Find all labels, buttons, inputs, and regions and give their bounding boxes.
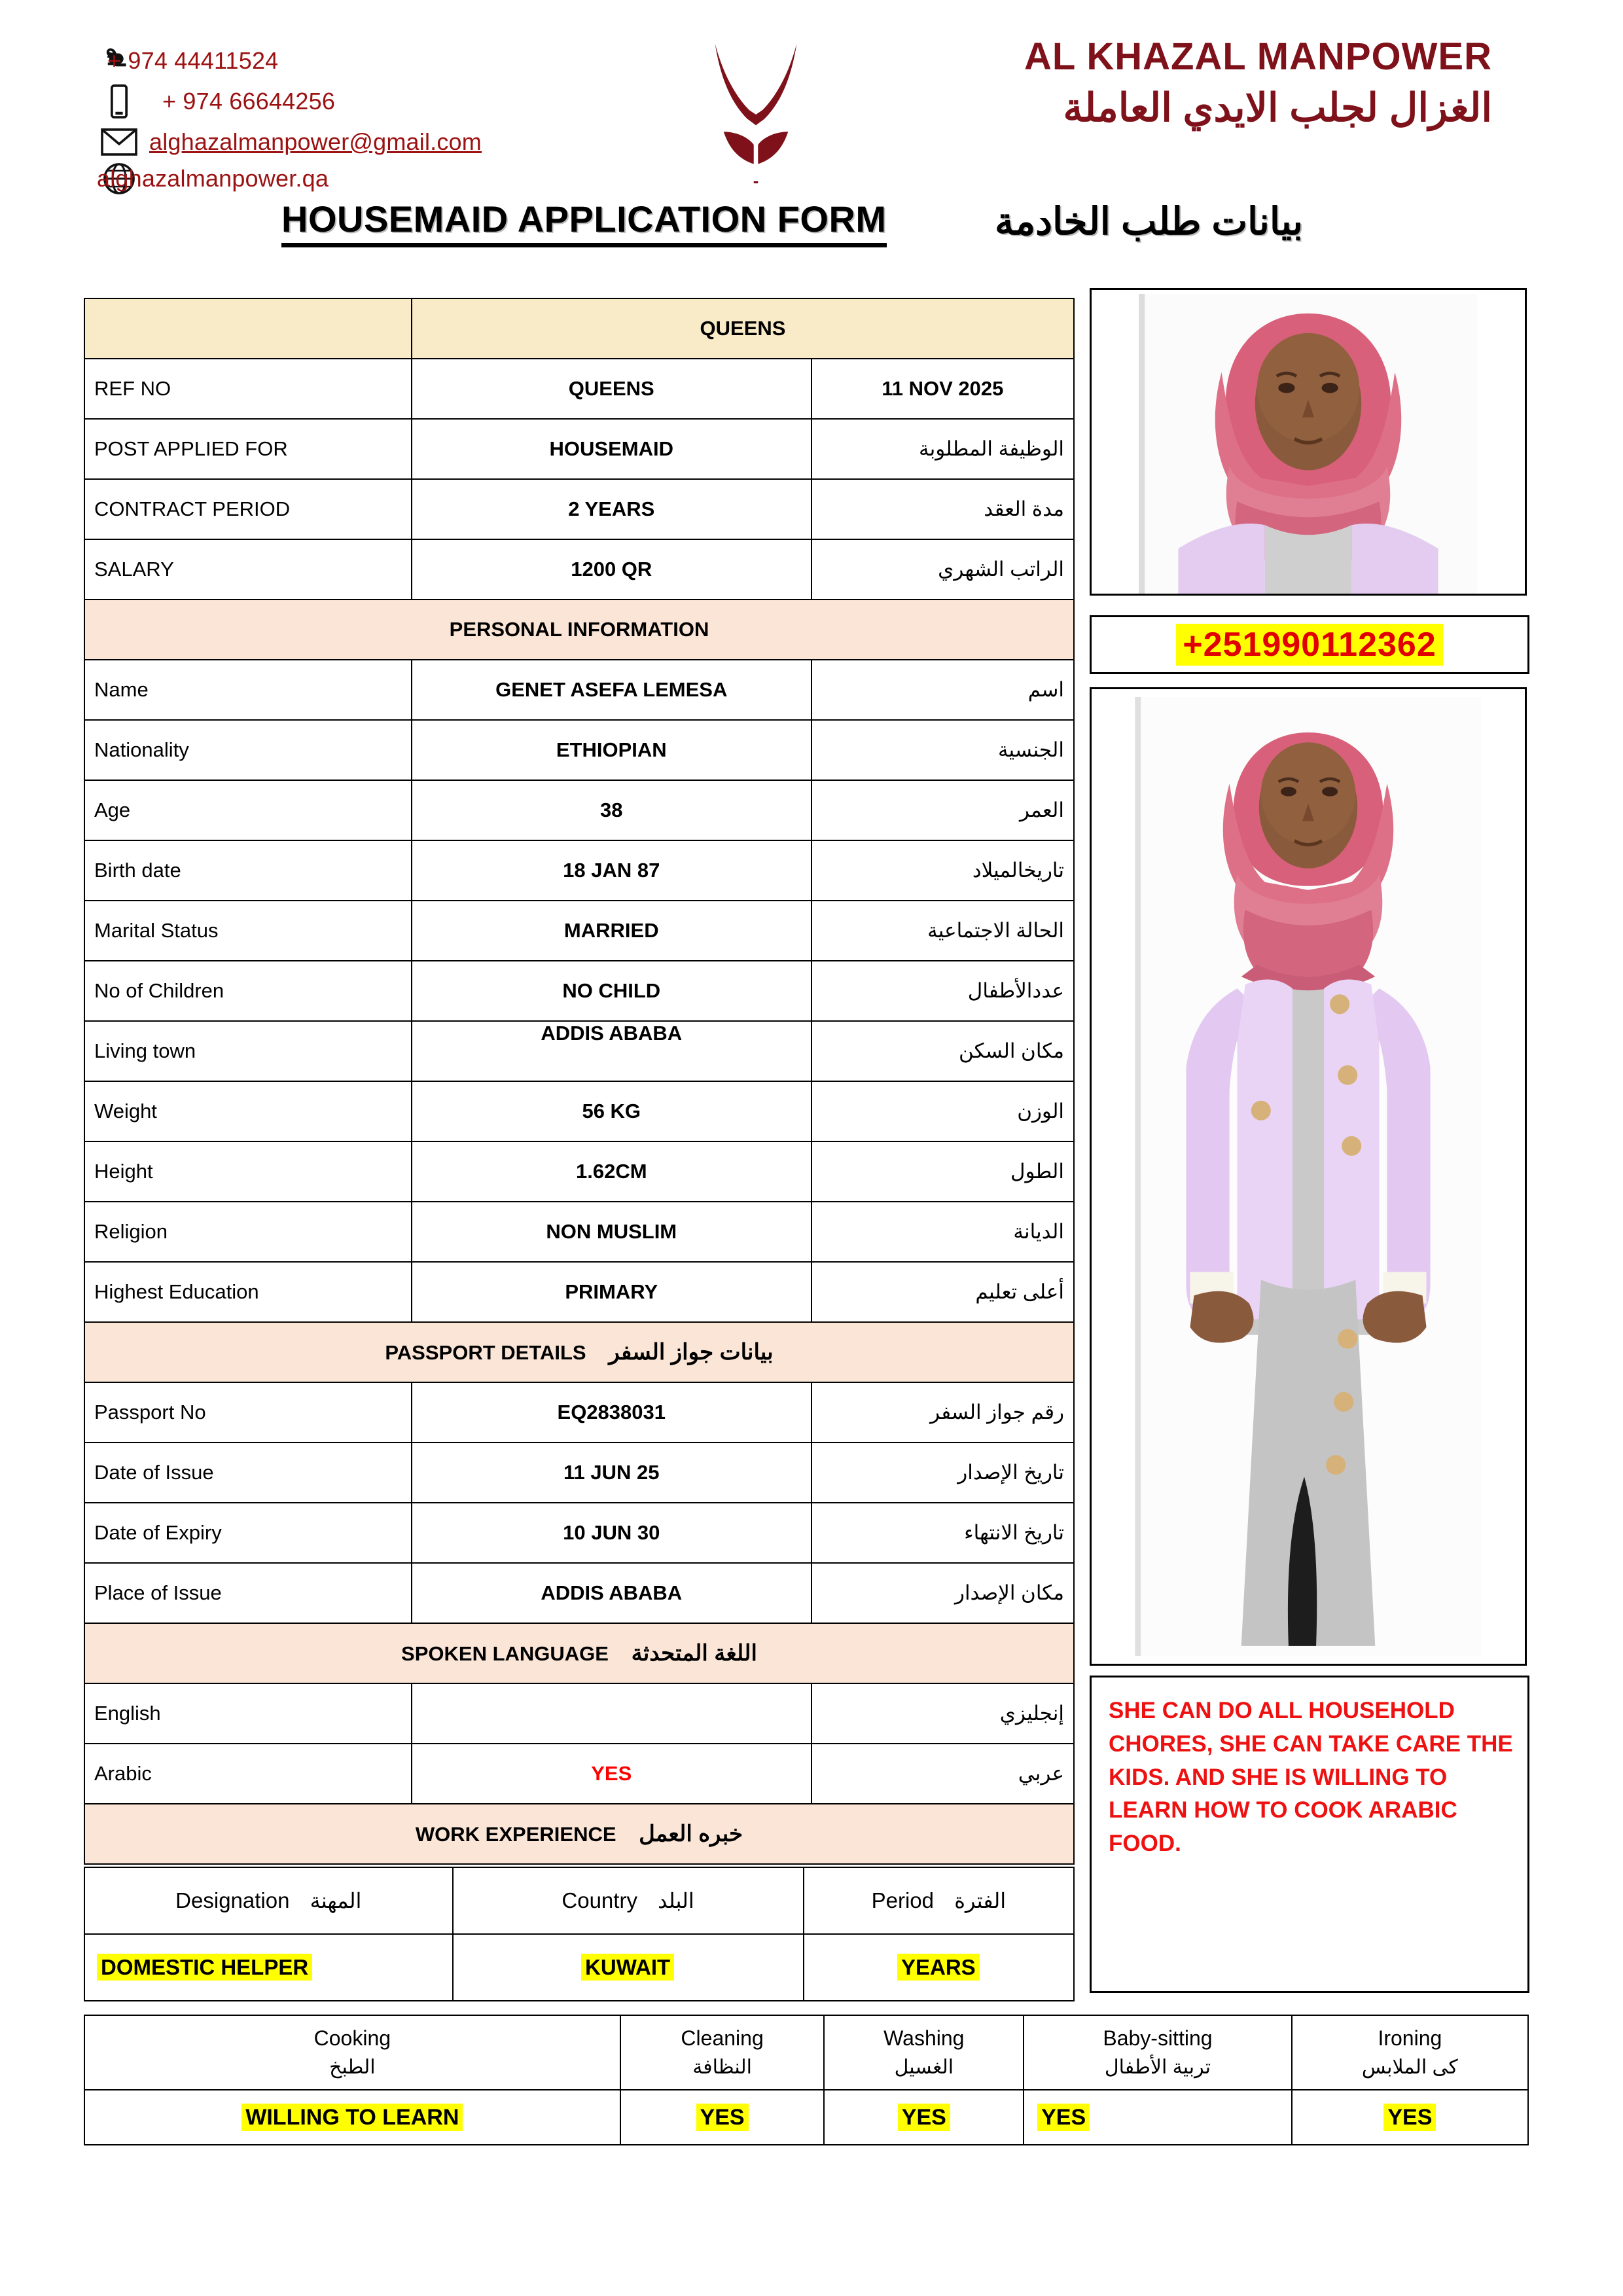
contact-mobile-text: + 974 66644256 [162, 88, 336, 115]
row-label-post-applied: POST APPLIED FOR [84, 419, 412, 479]
row-label-highest-education: Highest Education [84, 1262, 412, 1322]
skill-value-cleaning-cell [620, 2090, 825, 2145]
skill-value-washing-cell [824, 2090, 1024, 2145]
table-row [84, 479, 1074, 539]
skills-table [84, 2015, 1529, 2145]
brand-name-ar: الغزال لجلب الايدي العاملة [1063, 86, 1492, 130]
table-row [84, 1683, 1074, 1744]
skill-value-cooking: WILLING TO LEARN [241, 2104, 463, 2131]
skill-head-cooking-en: Cooking [313, 2026, 391, 2051]
section-header-passport [84, 1322, 1074, 1382]
contact-phone [98, 41, 635, 81]
applicant-passport-photo [1090, 288, 1527, 596]
skill-value-cooking-cell [84, 2090, 620, 2145]
contact-email [98, 122, 635, 162]
table-row [84, 720, 1074, 780]
remarks-box [1090, 1676, 1529, 1993]
row-label-arabic: Arabic [84, 1744, 412, 1804]
application-main-table [84, 298, 1075, 1865]
row-ar-living-town: مكان السكن [812, 1021, 1074, 1081]
skills-header-row [84, 2015, 1528, 2090]
row-ar-marital-status: الحالة الاجتماعية [812, 901, 1074, 961]
row-ar-english: إنجليزي [812, 1683, 1074, 1744]
work-value-country: KUWAIT [581, 1954, 674, 1981]
row-label-age: Age [84, 780, 412, 840]
skills-value-row [84, 2090, 1528, 2145]
table-row [84, 1744, 1074, 1804]
contact-website [98, 158, 635, 199]
section-title-work [84, 1804, 1074, 1864]
section-title-language-ar: اللغة المتحدثة [631, 1641, 757, 1666]
table-row [84, 1021, 1074, 1081]
applicant-phone-box [1090, 615, 1529, 674]
skill-value-baby-sitting: YES [1037, 2104, 1090, 2131]
applicant-full-body-photo [1090, 687, 1527, 1666]
row-ar-nationality: الجنسية [812, 720, 1074, 780]
row-value-name: GENET ASEFA LEMESA [412, 660, 812, 720]
table-row [84, 780, 1074, 840]
row-label-english: English [84, 1683, 412, 1744]
work-value-period: YEARS [897, 1954, 980, 1981]
section-title-language-en: SPOKEN LANGUAGE [401, 1642, 609, 1665]
skill-head-baby-sitting-en: Baby-sitting [1103, 2026, 1213, 2051]
section-title-passport [84, 1322, 1074, 1382]
skill-head-ironing [1292, 2015, 1528, 2090]
skill-head-cooking [84, 2015, 620, 2090]
page-header [0, 0, 1623, 196]
row-ar-place-of-issue: مكان الإصدار [812, 1563, 1074, 1623]
row-value-nationality: ETHIOPIAN [412, 720, 812, 780]
table-row [84, 660, 1074, 720]
row-ar-age: العمر [812, 780, 1074, 840]
row-label-no-of-children: No of Children [84, 961, 412, 1021]
row-value-age: 38 [412, 780, 812, 840]
brand-name-en: AL KHAZAL MANPOWER [1024, 35, 1492, 78]
row-label-living-town: Living town [84, 1021, 412, 1081]
work-col-designation-en: Designation [175, 1888, 290, 1912]
contact-website-text: alghazalmanpower.qa [97, 165, 329, 192]
row-value-post-applied: HOUSEMAID [412, 419, 812, 479]
mobile-icon [98, 84, 140, 118]
row-label-name: Name [84, 660, 412, 720]
page-title-ar: بيانات طلب الخادمة [995, 200, 1304, 243]
skill-value-washing: YES [898, 2104, 950, 2131]
row-ar-religion: الديانة [812, 1202, 1074, 1262]
work-value-designation-cell [84, 1934, 453, 2001]
work-experience-table [84, 1867, 1075, 2001]
row-label-date-of-expiry: Date of Expiry [84, 1503, 412, 1563]
work-col-designation [84, 1867, 453, 1934]
skill-head-ironing-en: Ironing [1378, 2026, 1442, 2051]
row-label-date-of-issue: Date of Issue [84, 1443, 412, 1503]
row-value-passport-no: EQ2838031 [412, 1382, 812, 1443]
contact-phone-text: + 974 44411524 [107, 47, 279, 74]
work-col-country-ar: البلد [658, 1889, 694, 1912]
row-ar-highest-education: أعلى تعليم [812, 1262, 1074, 1322]
row-value-place-of-issue: ADDIS ABABA [412, 1563, 812, 1623]
row-label-contract-period: CONTRACT PERIOD [84, 479, 412, 539]
row-ar-no-of-children: عددالأطفال [812, 961, 1074, 1021]
row-value-date-of-issue: 11 JUN 25 [412, 1443, 812, 1503]
brand-block [969, 35, 1492, 134]
contact-email-link[interactable]: alghazalmanpower@gmail.com [149, 128, 482, 155]
row-value-weight: 56 KG [412, 1081, 812, 1141]
row-date: 11 NOV 2025 [812, 359, 1074, 419]
contact-block [98, 41, 635, 199]
row-ar-date-of-expiry: تاريخ الانتهاء [812, 1503, 1074, 1563]
work-value-period-cell [804, 1934, 1074, 2001]
agency-header-value: QUEENS [412, 298, 1074, 359]
section-header-language [84, 1623, 1074, 1683]
row-ar-date-of-issue: تاريخ الإصدار [812, 1443, 1074, 1503]
row-ar-name: اسم [812, 660, 1074, 720]
page-title: HOUSEMAID APPLICATION FORM [281, 198, 887, 247]
skill-head-washing-en: Washing [883, 2026, 965, 2051]
row-label-weight: Weight [84, 1081, 412, 1141]
skill-value-ironing-cell [1292, 2090, 1528, 2145]
row-ar-post-applied: الوظيفة المطلوبة [812, 419, 1074, 479]
skill-head-baby-sitting [1024, 2015, 1292, 2090]
skill-value-cleaning: YES [696, 2104, 749, 2131]
row-label-height: Height [84, 1141, 412, 1202]
row-value-height: 1.62CM [412, 1141, 812, 1202]
table-row [84, 961, 1074, 1021]
table-row [84, 359, 1074, 419]
row-label-place-of-issue: Place of Issue [84, 1563, 412, 1623]
skill-value-ironing: YES [1383, 2104, 1436, 2131]
section-title-passport-en: PASSPORT DETAILS [385, 1341, 586, 1364]
contact-mobile [98, 81, 635, 122]
table-row [84, 1563, 1074, 1623]
skill-head-cleaning-en: Cleaning [681, 2026, 764, 2051]
row-value-highest-education: PRIMARY [412, 1262, 812, 1322]
table-row [84, 1382, 1074, 1443]
work-value-designation: DOMESTIC HELPER [97, 1954, 312, 1981]
row-value-english [412, 1683, 812, 1744]
row-value-birth-date: 18 JAN 87 [412, 840, 812, 901]
skill-head-washing [824, 2015, 1024, 2090]
skill-head-ironing-ar: كى الملابس [1361, 2056, 1458, 2079]
row-value-living-town: ADDIS ABABA [412, 1021, 812, 1081]
skill-head-baby-sitting-ar: تربية الأطفال [1104, 2056, 1211, 2079]
skill-head-washing-ar: الغسيل [894, 2056, 954, 2079]
work-col-designation-ar: المهنة [310, 1889, 362, 1912]
row-value-contract-period: 2 YEARS [412, 479, 812, 539]
section-title-personal: PERSONAL INFORMATION [84, 600, 1074, 660]
work-experience-value-row [84, 1934, 1074, 2001]
row-value-arabic: YES [412, 1744, 812, 1804]
skill-value-baby-sitting-cell [1024, 2090, 1292, 2145]
work-col-country-en: Country [562, 1888, 637, 1912]
table-row-agency-header [84, 298, 1074, 359]
row-label-salary: SALARY [84, 539, 412, 600]
row-label-passport-no: Passport No [84, 1382, 412, 1443]
applicant-phone-number: +251990112362 [1176, 624, 1443, 666]
work-col-country [453, 1867, 804, 1934]
work-col-period-ar: الفترة [954, 1889, 1007, 1912]
table-row [84, 539, 1074, 600]
skill-head-cleaning-ar: النظافة [692, 2056, 752, 2079]
section-title-work-ar: خبره العمل [639, 1821, 743, 1846]
row-label-marital-status: Marital Status [84, 901, 412, 961]
work-experience-header-row [84, 1867, 1074, 1934]
row-ar-birth-date: تاريخالميلاد [812, 840, 1074, 901]
section-title-work-en: WORK EXPERIENCE [415, 1823, 616, 1846]
row-ar-height: الطول [812, 1141, 1074, 1202]
row-value-religion: NON MUSLIM [412, 1202, 812, 1262]
skill-head-cooking-ar: الطبخ [329, 2056, 376, 2079]
table-row [84, 1443, 1074, 1503]
row-ar-arabic: عربي [812, 1744, 1074, 1804]
row-label-religion: Religion [84, 1202, 412, 1262]
row-label-ref-no: REF NO [84, 359, 412, 419]
row-value-ref-no: QUEENS [412, 359, 812, 419]
section-title-passport-ar: بيانات جواز السفر [609, 1340, 774, 1365]
work-col-period-en: Period [871, 1888, 935, 1912]
table-row [84, 419, 1074, 479]
gazelle-horns-logo [700, 39, 812, 190]
section-header-work [84, 1804, 1074, 1864]
table-row [84, 1262, 1074, 1322]
section-title-language [84, 1623, 1074, 1683]
table-row [84, 901, 1074, 961]
table-row [84, 1081, 1074, 1141]
section-header-personal [84, 600, 1074, 660]
table-row [84, 1503, 1074, 1563]
work-col-period [804, 1867, 1074, 1934]
row-label-nationality: Nationality [84, 720, 412, 780]
row-value-no-of-children: NO CHILD [412, 961, 812, 1021]
row-ar-passport-no: رقم جواز السفر [812, 1382, 1074, 1443]
row-ar-contract-period: مدة العقد [812, 479, 1074, 539]
form-title-row [0, 196, 1623, 257]
row-label-birth-date: Birth date [84, 840, 412, 901]
email-icon [98, 128, 140, 156]
agency-header-blank [84, 298, 412, 359]
remarks-text: SHE CAN DO ALL HOUSEHOLD CHORES, SHE CAN TAKE CARE THE KIDS. AND SHE IS WILLING TO LEARN HOW TO COOK ARABIC FOOD. [1109, 1698, 1513, 1856]
row-value-date-of-expiry: 10 JUN 30 [412, 1503, 812, 1563]
table-row [84, 1141, 1074, 1202]
row-ar-salary: الراتب الشهري [812, 539, 1074, 600]
skill-head-cleaning [620, 2015, 825, 2090]
table-row [84, 1202, 1074, 1262]
row-value-salary: 1200 QR [412, 539, 812, 600]
work-value-country-cell [453, 1934, 804, 2001]
table-row [84, 840, 1074, 901]
row-ar-weight: الوزن [812, 1081, 1074, 1141]
row-value-marital-status: MARRIED [412, 901, 812, 961]
